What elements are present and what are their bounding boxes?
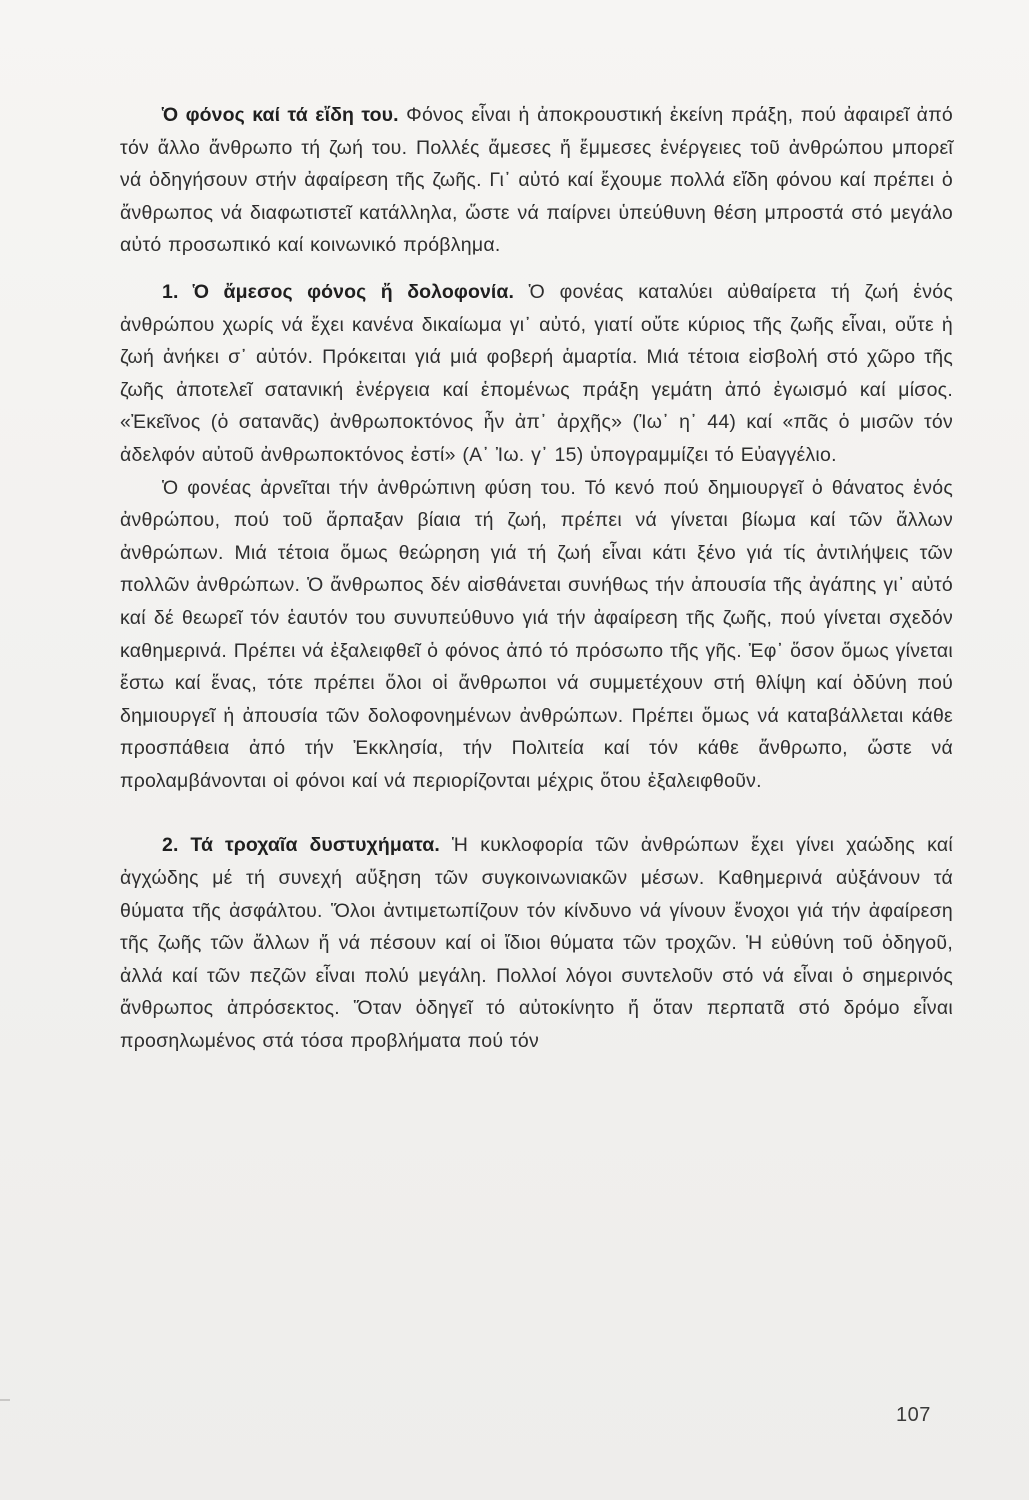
paragraph-text: Ἡ κυκλοφορία τῶν ἀνθρώπων ἔχει γίνει χαώδης καί ἀγχώδης μέ τή συνεχή αὔξηση τῶν συγκοινωνιακῶν μέσων. Καθημερινά αὐξάνουν τά θύματα τῆς ἀσφάλτου. Ὅλοι ἀντιμετωπίζουν τόν κίνδυνο νά γίνουν ἔνοχοι γιά τήν ἀφαίρεση τῆς ζωῆς τῶν ἄλλων ἤ νά πέσουν καί οἱ ἴδιοι θύματα τῶν τροχῶν. Ἡ εὐθύνη τοῦ ὁδηγοῦ, ἀλλά καί τῶν πεζῶν εἶναι πολύ μεγάλη. Πολλοί λόγοι συντελοῦν στό νά εἶναι ὁ σημερινός ἄνθρωπος ἀπρόσεκτος. Ὅταν ὁδηγεῖ τό αὐτοκίνητο ἤ ὅταν περπατᾶ στό δρόμο εἶναι προσηλωμένος στά τόσα προβλήματα πού τόν [120, 834, 953, 1053]
section-heading-traffic: 2. Τά τροχαῖα δυστυχήματα. [162, 834, 440, 857]
page-text [120, 99, 953, 1058]
section-heading-direct-murder: 1. Ὁ ἄμεσος φόνος ἤ δολοφονία. [162, 280, 515, 303]
paragraph-text: Ὁ φονέας ἀρνεῖται τήν ἀνθρώπινη φύση του. Τό κενό πού δημιουργεῖ ὁ θάνατος ἑνός ἀνθρώπου, πού τοῦ ἅρπαξαν βίαια τή ζωή, πρέπει νά γίνεται βίωμα καί τῶν ἄλλων ἀνθρώπων. Μιά τέτοια ὅμως θεώρηση γιά τή ζωή εἶναι κάτι ξένο γιά τίς ἀντιλήψεις τῶν πολλῶν ἀνθρώπων. Ὁ ἄνθρωπος δέν αἰσθάνεται συνήθως τήν ἀπουσία τῆς ἀγάπης γι᾿ αὐτό καί δέ θεωρεῖ τόν ἑαυτόν του συνυπεύθυνο γιά τήν ἀφαίρεση τῆς ζωῆς, πού γίνεται σχεδόν καθημερινά. Πρέπει νά ἐξαλειφθεῖ ὁ φόνος ἀπό τό πρόσωπο τῆς γῆς. Ἐφ᾿ ὅσον ὅμως γίνεται ἔστω καί ἕνας, τότε πρέπει ὅλοι οἱ ἄνθρωποι νά συμμετέχουν στή θλίψη καί ὀδύνη πού δημιουργεῖ ἡ ἀπουσία τῶν δολοφονημένων ἀνθρώπων. Πρέπει ὅμως νά καταβάλλεται κάθε προσπάθεια ἀπό τήν Ἐκκλησία, τήν Πολιτεία καί τόν κάθε ἄνθρωπο, ὥστε νά προλαμβάνονται οἱ φόνοι καί νά περιορίζονται μέχρις ὅτου ἐξαλειφθοῦν. [120, 476, 953, 792]
scan-edge-mark [0, 1399, 10, 1401]
paragraph-traffic-accidents [120, 829, 953, 1057]
paragraph-text: Φόνος εἶναι ἡ ἀποκρουστική ἐκείνη πράξη, πού ἀφαιρεῖ ἀπό τόν ἄλλο ἄνθρωπο τή ζωή του. Πολλές ἄμεσες ἤ ἔμμεσες ἐνέργειες τοῦ ἀνθρώπου μπορεῖ νά ὁδηγήσουν στήν ἀφαίρεση τῆς ζωῆς. Γι᾿ αὐτό καί ἔχουμε πολλά εἴδη φόνου καί πρέπει ὁ ἄνθρωπος νά διαφωτιστεῖ κατάλληλα, ὥστε νά παίρνει ὑπεύθυνη θέση μπροστά στό μεγάλο αὐτό προσωπικό καί κοινωνικό πρόβλημα. [120, 104, 953, 257]
paragraph-murderer-denies [120, 472, 953, 798]
paragraph-text: Ὁ φονέας καταλύει αὐθαίρετα τή ζωή ἑνός ἀνθρώπου χωρίς νά ἔχει κανένα δικαίωμα γι᾿ αὐτό, γιατί οὔτε κύριος τῆς ζωῆς εἶναι, οὔτε ἡ ζωή ἀνήκει σ᾿ αὐτόν. Πρόκειται γιά μιά φοβερή ἁμαρτία. Μιά τέτοια εἰσβολή στό χῶρο τῆς ζωῆς ἀποτελεῖ σατανική ἐνέργεια καί ἑπομένως πράξη γεμάτη ἀπό ἐγωισμό καί μίσος. «Ἐκεῖνος (ὁ σατανᾶς) ἀνθρωποκτόνος ἦν ἀπ᾿ ἀρχῆς» (Ἰω᾿ η᾿ 44) καί «πᾶς ὁ μισῶν τόν ἀδελφόν αὐτοῦ ἀνθρωποκτόνος ἐστί» (Α᾿ Ἰω. γ᾿ 15) ὑπογραμμίζει τό Εὐαγγέλιο. [120, 280, 953, 466]
section-heading-murder: Ὁ φόνος καί τά εἴδη του. [162, 104, 399, 126]
paragraph-direct-murder [120, 276, 953, 472]
paragraph-murder-types [120, 99, 953, 262]
page-number: 107 [896, 1404, 931, 1426]
